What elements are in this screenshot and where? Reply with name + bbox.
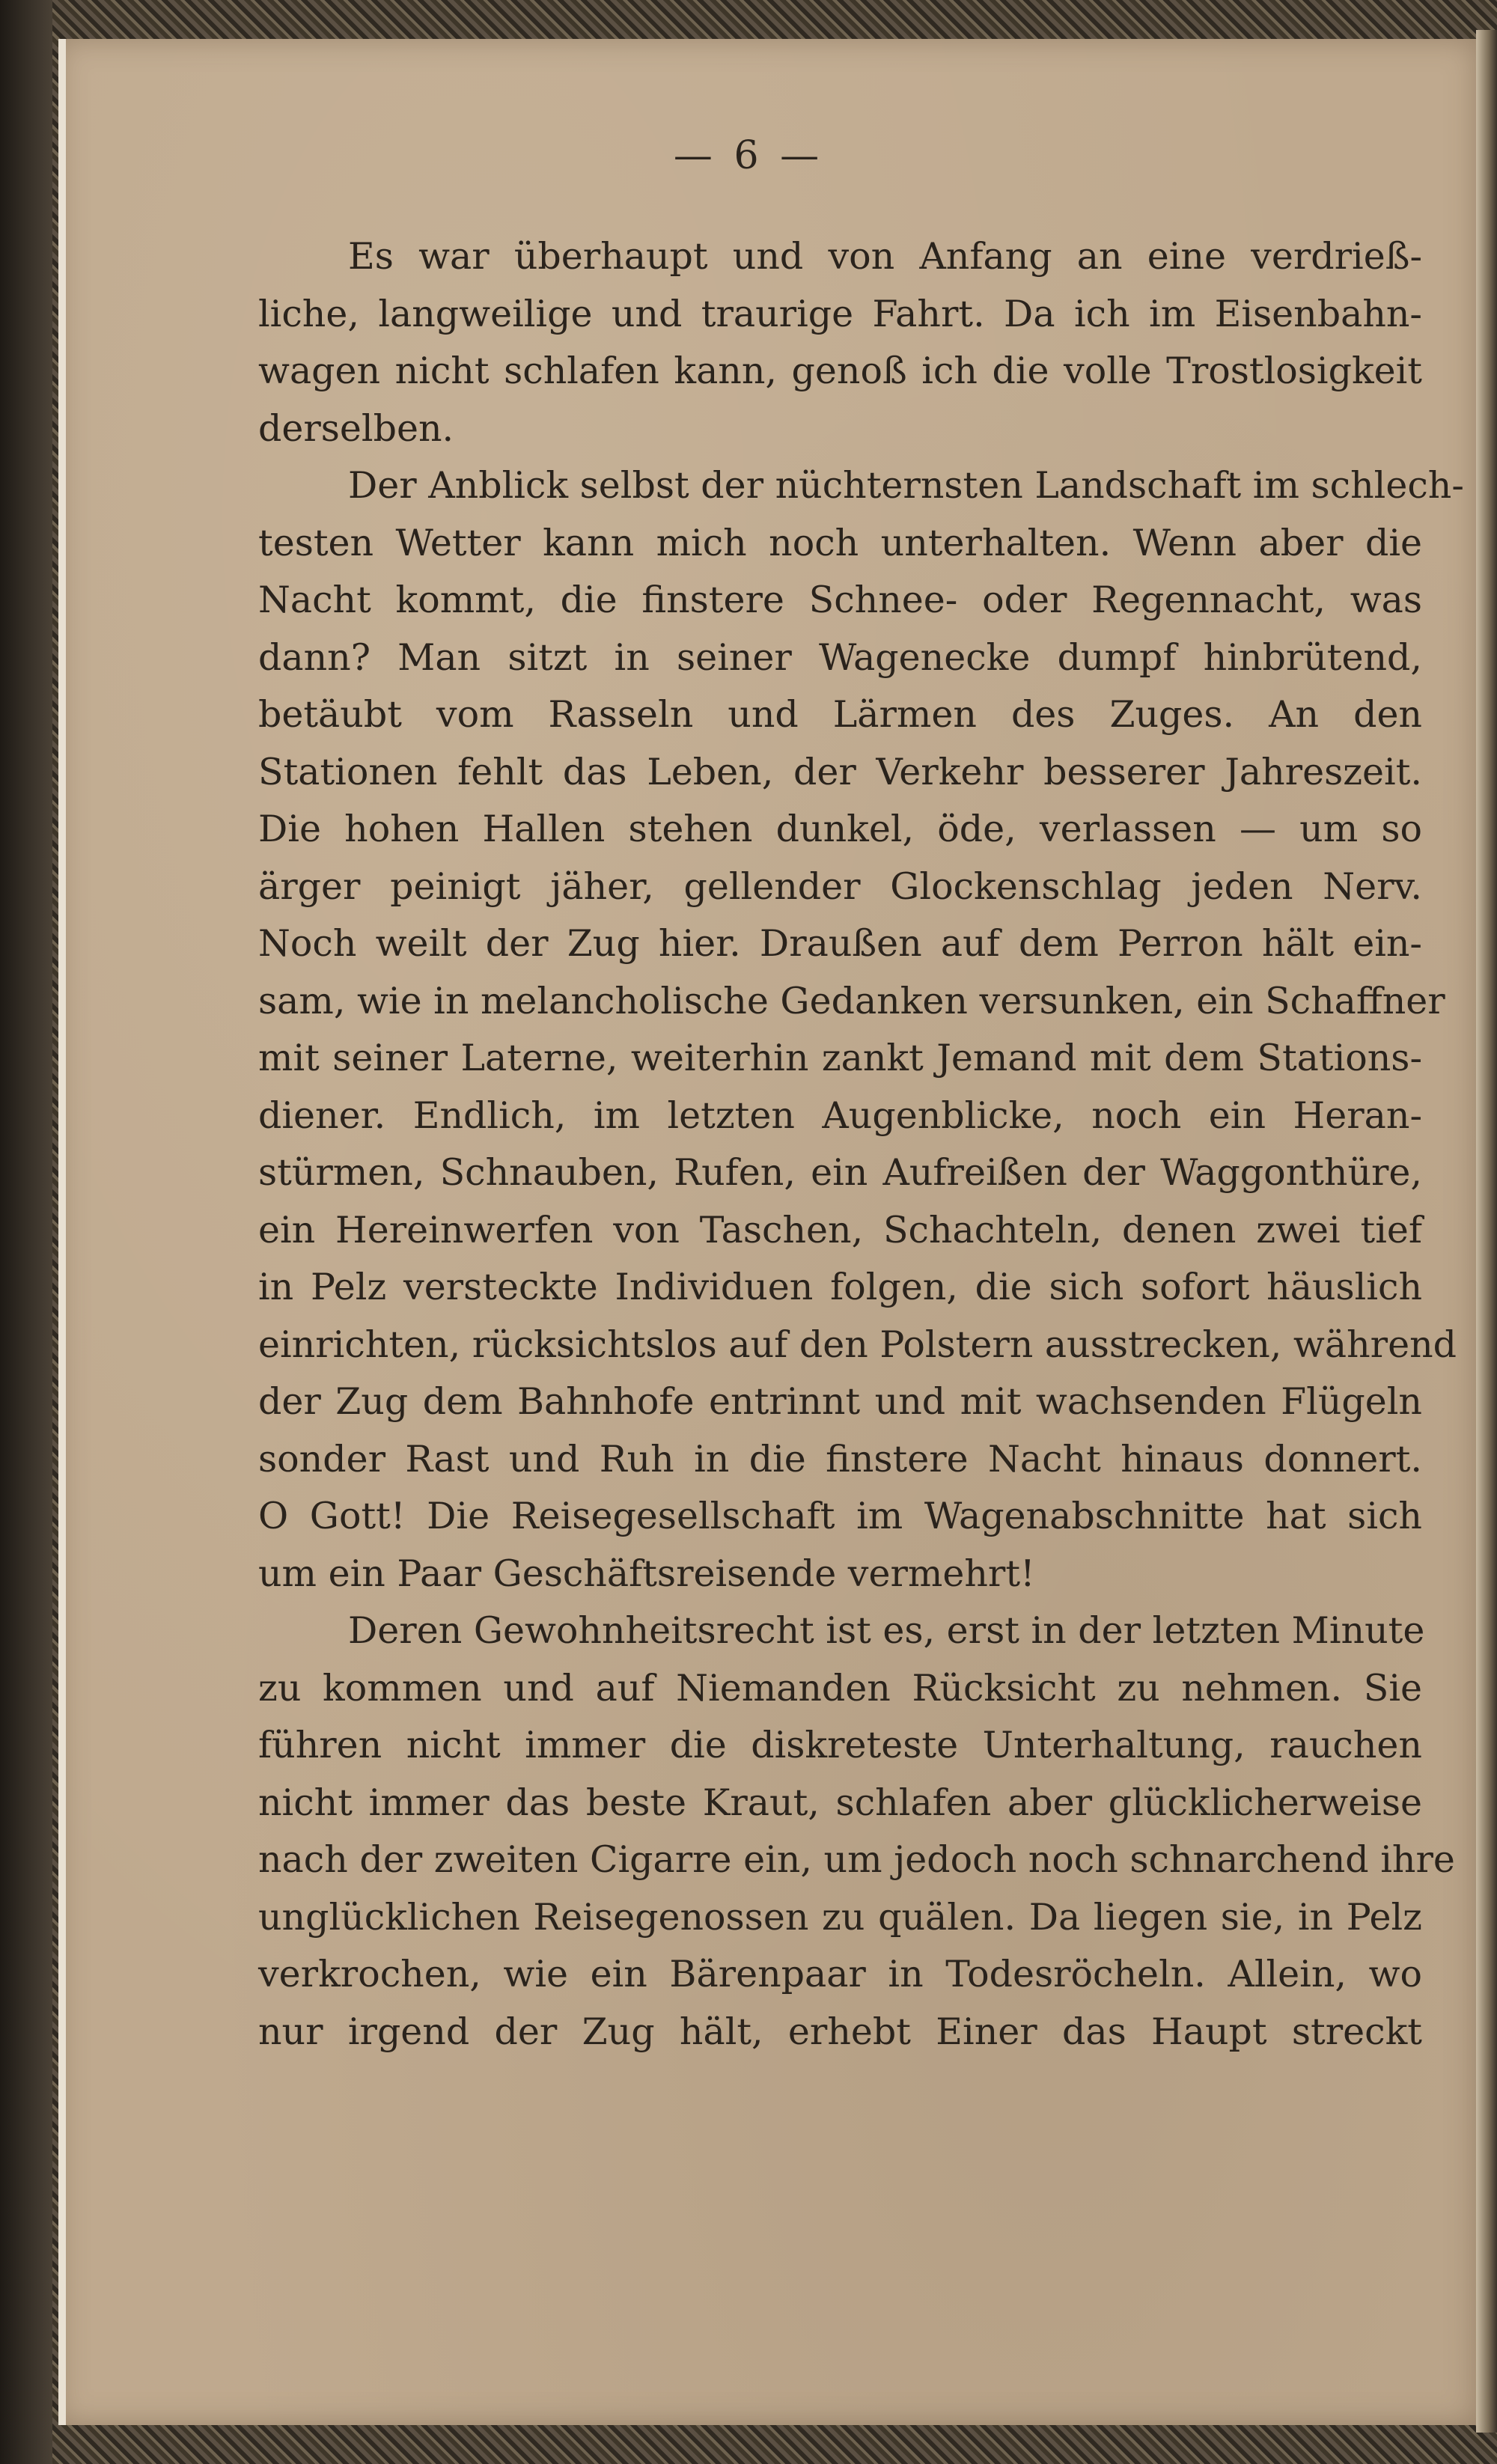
text-line: Deren Gewohnheitsrecht ist es, erst in der letzten Minute <box>348 1609 1425 1652</box>
text-line: betäubt vom Rasseln und Lärmen des Zuges. An den <box>258 693 1422 736</box>
spine-shadow <box>0 0 52 2464</box>
text-line: Die hohen Hallen stehen dunkel, öde, verlassen — um so <box>258 808 1422 850</box>
text-line: wagen nicht schlafen kann, genoß ich die volle Trostlosigkeit <box>258 350 1422 392</box>
text-line: führen nicht immer die diskreteste Unterhaltung, rauchen <box>258 1724 1422 1766</box>
text-line: einrichten, rücksichtslos auf den Polstern ausstrecken, während <box>258 1323 1457 1366</box>
text-line: um ein Paar Geschäftsreisende vermehrt! <box>258 1552 1035 1595</box>
text-line: dann? Man sitzt in seiner Wagenecke dumpf hinbrütend, <box>258 635 1422 679</box>
text-line: O Gott! Die Reisegesellschaft im Wagenabschnitte hat sich <box>258 1495 1422 1537</box>
text-line: unglücklichen Reisegenossen zu quälen. Da liegen sie, in Pelz <box>258 1895 1422 1939</box>
text-line: verkrochen, wie ein Bärenpaar in Todesröcheln. Allein, wo <box>258 1953 1422 1995</box>
text-line: nach der zweiten Cigarre ein, um jedoch noch schnarchend ihre <box>258 1838 1455 1881</box>
text-line: der Zug dem Bahnhofe entrinnt und mit wachsenden Flügeln <box>258 1380 1422 1423</box>
text-line: nicht immer das beste Kraut, schlafen aber glücklicherweise <box>258 1781 1422 1824</box>
text-line: ärger peinigt jäher, gellender Glockenschlag jeden Nerv. <box>258 864 1422 908</box>
text-line: Noch weilt der Zug hier. Draußen auf dem Perron hält ein- <box>258 922 1422 965</box>
text-line: stürmen, Schnauben, Rufen, ein Aufreißen der Waggonthüre, <box>258 1151 1422 1194</box>
text-line: Der Anblick selbst der nüchternsten Landschaft im schlech- <box>348 464 1464 507</box>
text-line: sam, wie in melancholische Gedanken versunken, ein Schaffner <box>258 979 1445 1022</box>
text-line: Stationen fehlt das Leben, der Verkehr besserer Jahreszeit. <box>258 750 1422 793</box>
text-line: liche, langweilige und traurige Fahrt. Da ich im Eisenbahn- <box>258 292 1422 335</box>
body-text <box>258 228 1464 2061</box>
page-margin-strip <box>58 39 66 2425</box>
text-line: zu kommen und auf Niemanden Rücksicht zu nehmen. Sie <box>258 1666 1422 1710</box>
text-line: nur irgend der Zug hält, erhebt Einer das Haupt streckt <box>258 2010 1422 2053</box>
text-line: derselben. <box>258 406 454 450</box>
text-line: sonder Rast und Ruh in die finstere Nacht hinaus donnert. <box>258 1437 1422 1480</box>
text-line: mit seiner Laterne, weiterhin zankt Jemand mit dem Stations- <box>258 1037 1422 1079</box>
page-edges <box>1476 30 1497 2433</box>
text-line: ein Hereinwerfen von Taschen, Schachteln, denen zwei tief <box>258 1208 1422 1251</box>
text-line: in Pelz versteckte Individuen folgen, die sich sofort häuslich <box>258 1266 1422 1308</box>
text-line: testen Wetter kann mich noch unterhalten. Wenn aber die <box>258 521 1422 564</box>
text-line: Nacht kommt, die finstere Schnee- oder Regennacht, was <box>258 579 1422 621</box>
text-line: diener. Endlich, im letzten Augenblicke, noch ein Heran- <box>258 1094 1422 1137</box>
text-line: Es war überhaupt und von Anfang an eine verdrieß- <box>348 235 1422 278</box>
page-number: — 6 — <box>673 133 824 178</box>
